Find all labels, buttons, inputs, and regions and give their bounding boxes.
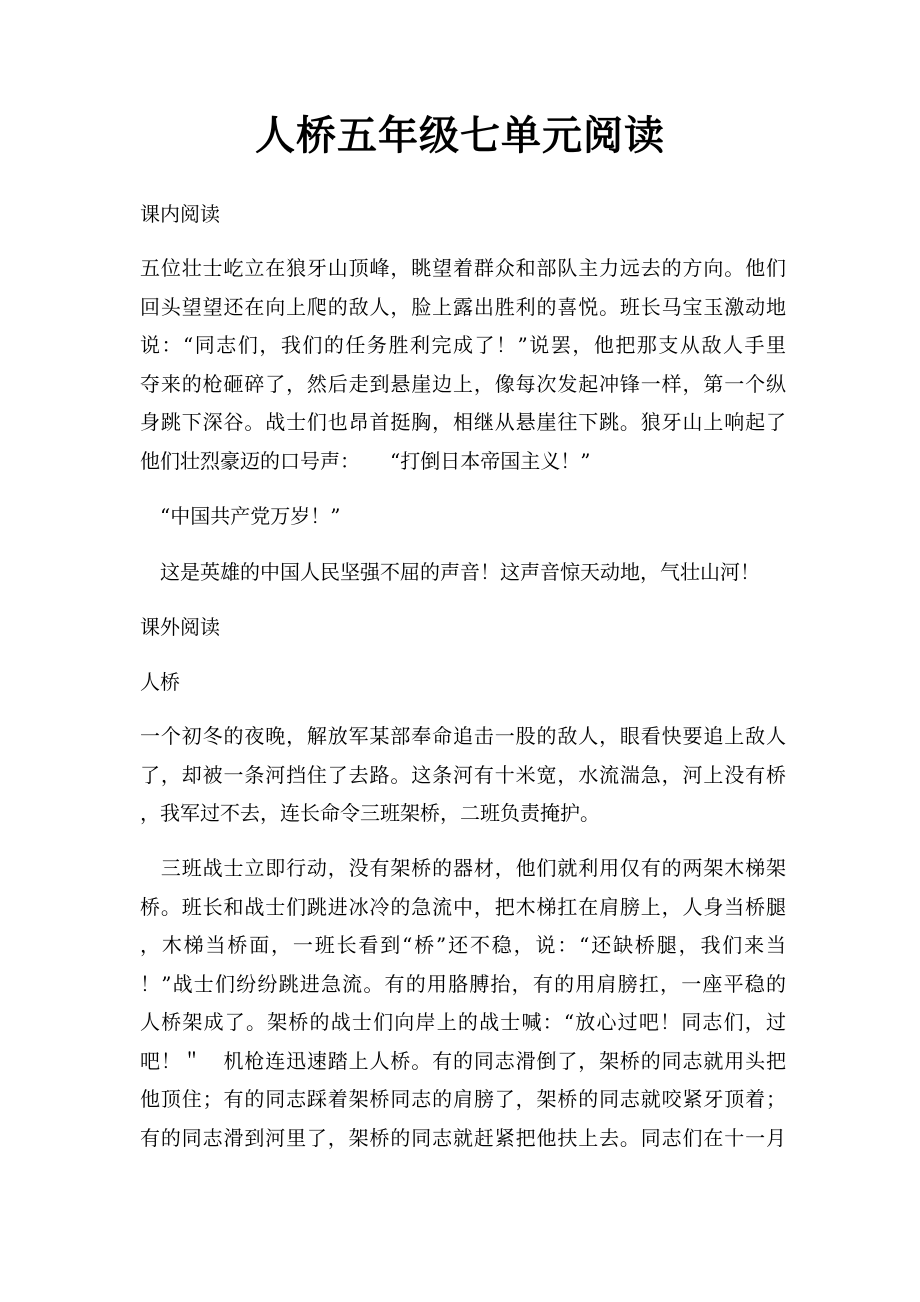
text-line: ，木梯当桥面，一班长看到“桥”还不稳，说：“还缺桥腿，我们来当 (140, 933, 786, 957)
text-line: 有的同志滑到河里了，架桥的同志就赶紧把他扶上去。同志们在十一月 (140, 1125, 786, 1150)
slogan-line: “中国共产党万岁！” (160, 504, 341, 528)
text-line: 说：“同志们，我们的任务胜利完成了！”说罢，他把那支从敌人手里 (140, 333, 786, 357)
text-line: 夺来的枪砸碎了，然后走到悬崖边上，像每次发起冲锋一样，第一个纵 (140, 371, 786, 396)
section-heading-in-class: 课内阅读 (140, 202, 220, 226)
text-line: 他顶住；有的同志踩着架桥同志的肩膀了，架桥的同志就咬紧牙顶着； (140, 1087, 786, 1111)
text-line: 吧！＂ 机枪连迅速踏上人桥。有的同志滑倒了，架桥的同志就用头把 (140, 1048, 786, 1073)
text-line: 了，却被一条河挡住了去路。这条河有十米宽，水流湍急，河上没有桥 (140, 762, 786, 787)
story-paragraph-1 (140, 717, 786, 833)
story-title: 人桥 (140, 670, 180, 694)
text-line: 回头望望还在向上爬的敌人，脸上露出胜利的喜悦。班长马宝玉激动地 (140, 294, 786, 319)
text-line: 三班战士立即行动，没有架桥的器材，他们就利用仅有的两架木梯架 (140, 856, 786, 880)
text-line: 他们壮烈豪迈的口号声： “打倒日本帝国主义！” (140, 448, 591, 473)
story-paragraph-2 (140, 849, 786, 1157)
text-line: 身跳下深谷。战士们也昂首挺胸，相继从悬崖往下跳。狼牙山上响起了 (140, 410, 786, 434)
text-line: ，我军过不去，连长命令三班架桥，二班负责掩护。 (140, 801, 600, 825)
text-line: 五位壮士屹立在狼牙山顶峰，眺望着群众和部队主力远去的方向。他们 (140, 256, 786, 280)
passage-paragraph (140, 249, 786, 480)
document-title: 人桥五年级七单元阅读 (255, 112, 665, 159)
text-line: ！”战士们纷纷跳进急流。有的用胳膊抬，有的用肩膀扛，一座平稳的 (140, 971, 786, 996)
text-line: 人桥架成了。架桥的战士们向岸上的战士喊：“放心过吧！同志们，过 (140, 1010, 786, 1034)
section-heading-extra-reading: 课外阅读 (140, 615, 220, 639)
text-line: 桥。班长和战士们跳进冰冷的急流中，把木梯扛在肩膀上，人身当桥腿 (140, 894, 786, 919)
text-line: 一个初冬的夜晚，解放军某部奉命追击一股的敌人，眼看快要追上敌人 (140, 724, 786, 748)
passage-ending: 这是英雄的中国人民坚强不屈的声音！这声音惊天动地，气壮山河！ (160, 560, 760, 584)
